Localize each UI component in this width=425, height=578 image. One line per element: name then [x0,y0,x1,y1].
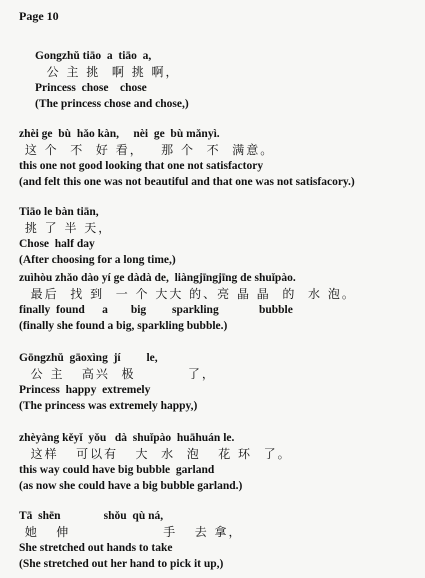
trans-line: (After choosing for a long time,) [19,254,176,266]
word-line: Princess chose chose [35,82,147,94]
stanza [19,508,419,572]
pinyin-line: zhèi ge bù hǎo kàn, nèi ge bù mǎnyì. [19,128,220,140]
trans-line: (finally she found a big, sparkling bubble.) [19,320,228,332]
trans-line: (and felt this one was not beautiful and that one was not satisfacory.) [19,176,355,188]
stanza [19,126,419,190]
stanza [19,48,425,112]
word-line: She stretched out hands to take [19,542,173,554]
word-line: Princess happy extremely [19,384,151,396]
pinyin-line: Gōngzhǔ gāoxìng jí le, [19,352,158,364]
stanza [19,204,419,268]
hanzi-line: 这样 可以有 大 水 泡 花 环 了。 [19,447,292,461]
word-line: this way could have big bubble garland [19,464,215,476]
pinyin-line: Tiāo le bàn tiān, [19,206,99,218]
hanzi-line: 这 个 不 好 看， 那 个 不 满意。 [19,143,275,157]
hanzi-line: 挑 了 半 天， [19,221,113,235]
stanza [19,430,419,494]
pinyin-line: zuìhòu zhǎo dào yí ge dàdà de, liàngjīngjīng de shuǐpào. [19,272,296,284]
pinyin-line: Gongzhǔ tiāo a tiāo a, [35,50,152,62]
stanza [19,350,419,414]
page-number: Page 10 [19,9,59,23]
hanzi-line: 公 主 挑 啊 挑 啊， [35,65,180,79]
hanzi-line: 她 伸 手 去 拿， [19,525,243,539]
trans-line: (The princess chose and chose,) [35,98,189,110]
trans-line: (She stretched out her hand to pick it up,) [19,558,224,570]
hanzi-line: 最后 找 到 一 个 大大 的、亮 晶 晶 的 水 泡。 [19,287,356,301]
word-line: this one not good looking that one not satisfactory [19,160,264,172]
stanza [19,270,419,334]
trans-line: (as now she could have a big bubble garland.) [19,480,243,492]
word-line: Chose half day [19,238,95,250]
word-line: finally found a big sparkling bubble [19,304,293,316]
pinyin-line: zhèyàng kěyǐ yǒu dà shuǐpào huāhuán le. [19,432,235,444]
hanzi-line: 公 主 高兴 极 了， [19,367,216,381]
pinyin-line: Tā shēn shǒu qù ná, [19,510,164,522]
trans-line: (The princess was extremely happy,) [19,400,198,412]
